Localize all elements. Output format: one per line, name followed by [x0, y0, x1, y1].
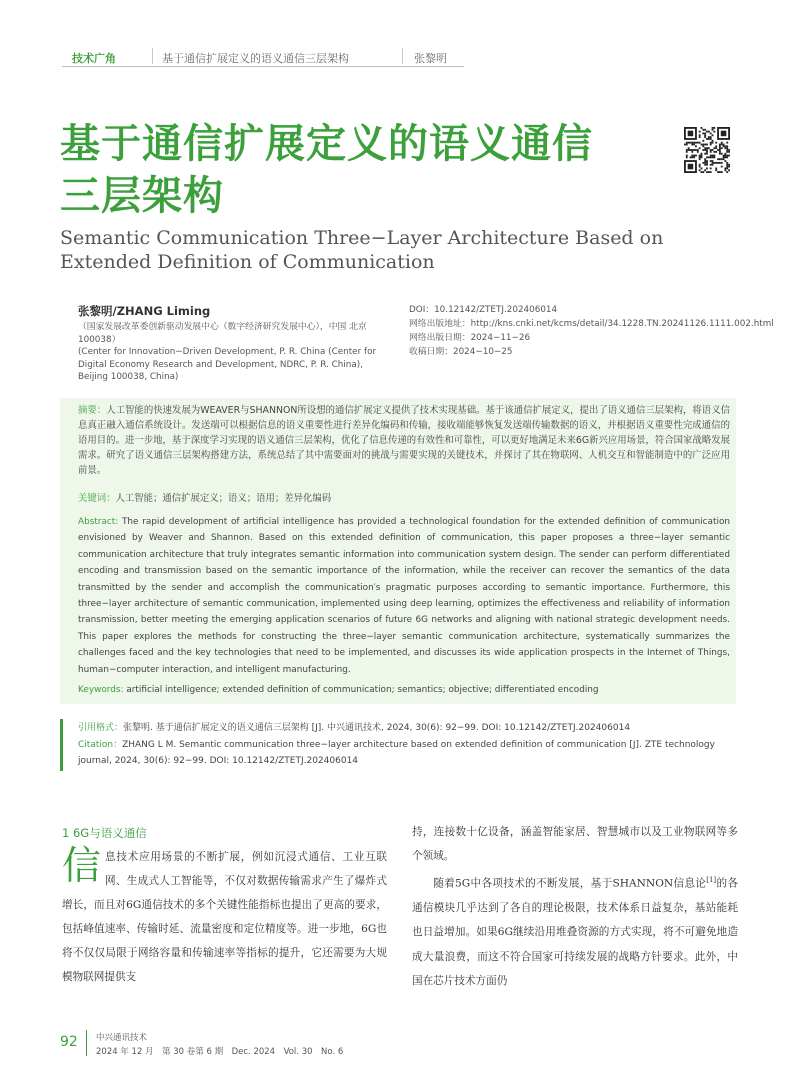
header-article-title: 基于通信扩展定义的语义通信三层架构 — [162, 52, 349, 65]
header-rule — [62, 66, 464, 67]
affiliation-cn: （国家发展改革委创新驱动发展中心（数字经济研究发展中心），中国 北京 100038） — [78, 322, 367, 345]
author-affiliation — [78, 321, 378, 384]
title-en-line-2: Extended Definition of Communication — [60, 251, 435, 273]
header-divider — [152, 48, 153, 64]
footer-divider — [86, 1030, 87, 1056]
citation-cn-label: 引用格式： — [78, 723, 124, 733]
paragraph-2-text-b: 的各通信模块几乎达到了各自的理论极限，技术体系日益复杂，基站能耗也日益增加。如果6G继续沿用堆叠资源的方式实现，将不可避免地造成大量浪费，而这不符合国家可持续发展的战略方针要求。此外，中国在芯片技术方面仍 — [412, 877, 739, 987]
qr-code-icon — [684, 127, 730, 173]
received-date: 收稿日期：2024−10−25 — [409, 347, 513, 357]
keywords-en-text: artificial intelligence; extended definition of communication; semantics; objective; differentiated encoding — [126, 685, 599, 695]
footer-journal: 中兴通讯技术 — [96, 1033, 148, 1043]
citation-en-text: ZHANG L M. Semantic communication three−layer architecture based on extended definition of communication [J]. ZTE technology journal, 2024, 30(6): 92−99. DOI: 10.12142/ZTETJ.202406014 — [78, 739, 715, 766]
page-number: 92 — [60, 1034, 78, 1050]
keywords-en-label: Keywords: — [78, 685, 127, 695]
article-title-cn — [60, 118, 660, 222]
header-author: 张黎明 — [414, 52, 447, 65]
section-heading: 1 6G与语义通信 — [62, 826, 147, 840]
keywords-en — [78, 683, 730, 698]
drop-cap: 信 — [62, 844, 102, 889]
abstract-en — [78, 514, 730, 678]
online-date: 网络出版日期：2024−11−26 — [409, 333, 531, 343]
keywords-cn-text: 人工智能；通信扩展定义；语义；语用；差异化编码 — [115, 493, 332, 504]
doi: DOI：10.12142/ZTETJ.202406014 — [409, 305, 558, 315]
paragraph-2-text-a: 随着5G中各项技术的不断发展，基于SHANNON信息论 — [433, 877, 707, 890]
online-url: 网络出版地址：http://kns.cnki.net/kcms/detail/34.1228.TN.20241126.1111.002.html — [409, 319, 774, 329]
author-name: 张黎明/ZHANG Liming — [78, 304, 211, 318]
body-column-right — [412, 820, 738, 993]
citation-cn — [78, 720, 733, 737]
article-title-en — [60, 226, 680, 274]
body-paragraph-2 — [412, 868, 738, 993]
body-paragraph-1: 息技术应用场景的不断扩展，例如沉浸式通信、工业互联网、生成式人工智能等，不仅对数据传输需求产生了爆炸式增长，而且对6G通信技术的多个关键性能指标也提出了更高的要求，包括峰值速率、传输时延、流量密度和定位精度等。进一步地，6G也将不仅仅局限于网络容量和传输速率等指标的提升，它还需要为大规模物联网提供支 — [62, 851, 387, 983]
title-en-line-1: Semantic Communication Three−Layer Architecture Based on — [60, 227, 664, 249]
body-paragraph-1-cont: 持，连接数十亿设备，涵盖智能家居、智慧城市以及工业物联网等多个领域。 — [412, 826, 738, 863]
affiliation-en: (Center for Innovation−Driven Development, P. R. China (Center for Digital Economy Research and Development, NDRC, P. R. China), Beijing 100038, China) — [78, 347, 377, 382]
abstract-cn — [78, 403, 730, 478]
abstract-en-text: The rapid development of artificial intelligence has provided a technological foundation for the extended definition of communication envisioned by Weaver and Shannon. Based on this extended definition of communication, this paper proposes a three−layer semantic communication architecture that truly integrates semantic information into communication system design. The sender can perform differentiated encoding and transmission based on the semantic importance of the information, while the receiver can recover the semantics of the data transmitted by the sender and accomplish the communication′s pragmatic purposes according to semantic importance. Furthermore, this three−layer architecture of semantic communication, implemented using deep learning, optimizes the effectiveness and reliability of information transmission, better meeting the emerging application scenarios of future 6G networks and aligning with national strategic development needs. This paper explores the methods for constructing the three−layer semantic communication architecture, systematically summarizes the challenges faced and the key technologies that need to be implemented, and discusses its wide application prospects in the Internet of Things, human−computer interaction, and intelligent manufacturing. — [78, 517, 730, 675]
footer-issue: 2024 年 12 月 第 30 卷第 6 期 Dec. 2024 Vol. 30 No. 6 — [96, 1047, 344, 1057]
body-column-left — [62, 845, 387, 989]
citation-cn-text: 张黎明. 基于通信扩展定义的语义通信三层架构 [J]. 中兴通讯技术, 2024, 30(6): 92−99. DOI: 10.12142/ZTETJ.202406014 — [123, 723, 631, 733]
title-cn-line-2: 三层架构 — [60, 173, 224, 219]
abstract-cn-label: 摘要： — [78, 405, 107, 416]
reference-marker[interactable]: [1] — [706, 876, 717, 885]
citation-en — [78, 737, 733, 770]
citation — [78, 720, 733, 770]
keywords-cn-label: 关键词： — [78, 493, 116, 504]
abstract-cn-text: 人工智能的快速发展为WEAVER与SHANNON所设想的通信扩展定义提供了技术实现基础。基于该通信扩展定义，提出了语义通信三层架构，将语义信息真正融入通信系统设计。发送端可以根据信息的语义重要性进行差异化编码和传输，接收端能够恢复发送端传输数据的语义，并根据语义重要性完成通信的语用目的。进一步地，基于深度学习实现的语义通信三层架构，优化了信息传递的有效性和可靠性，可以更好地满足未来6G新兴应用场景，符合国家战略发展需求。研究了语义通信三层架构搭建方法，系统总结了其中需要面对的挑战与需要实现的关键技术，并探讨了其在物联网、人机交互和智能制造中的广泛应用前景。 — [78, 405, 730, 476]
citation-en-label: Citation： — [78, 739, 123, 750]
publication-meta — [409, 303, 774, 359]
keywords-cn — [78, 491, 730, 506]
citation-accent-bar — [60, 719, 63, 771]
abstract-en-label: Abstract: — [78, 517, 122, 527]
title-cn-line-1: 基于通信扩展定义的语义通信 — [60, 121, 593, 167]
header-section-label: 技术广角 — [72, 52, 116, 65]
header-divider — [402, 48, 403, 64]
